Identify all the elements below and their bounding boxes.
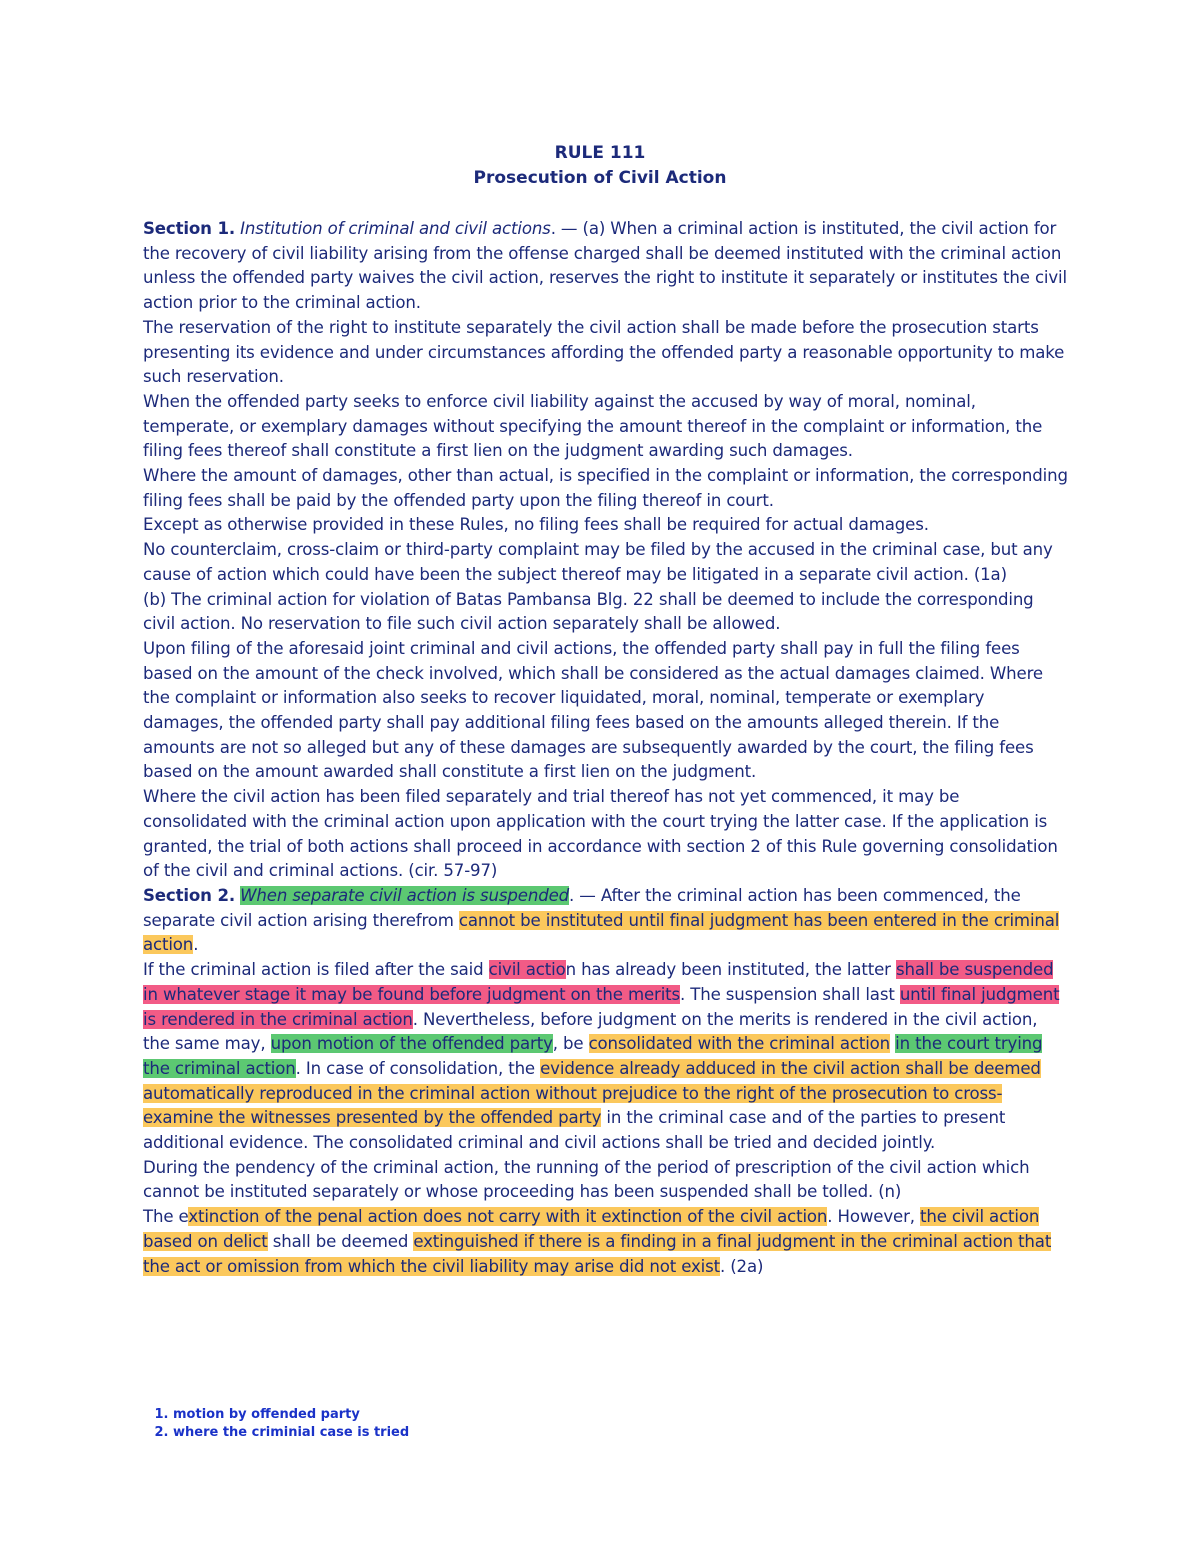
highlight: the civil action based on delict bbox=[143, 1207, 1040, 1251]
section-1-heading: Institution of criminal and civil actions bbox=[240, 219, 551, 238]
paragraph: (b) The criminal action for violation of Batas Pambansa Blg. 22 shall be deemed to include the corresponding civil action. No reservation to file such civil action separately shall be allowed. bbox=[143, 589, 1034, 634]
highlight: until final judgment is rendered in the criminal action bbox=[143, 984, 1060, 1029]
rule-number: RULE 111 bbox=[554, 143, 646, 163]
highlight: shall be suspended in whatever stage it may be found before judgment on the merits bbox=[143, 960, 1054, 1004]
highlight: upon motion of the offended party bbox=[270, 1034, 553, 1054]
paragraph: Where the amount of damages, other than actual, is specified in the complaint or information, the corresponding filing fees shall be paid by the offended party upon the filing thereof in court. bbox=[143, 466, 1068, 510]
paragraph: The extinction of the penal action does not carry with it extinction of the civil action. However, the civil action based on delict shall be deemed extinguished if there is a finding in a final judgment in the criminal action that the act or omission from which the civil liability may arise did not exist. (2a) bbox=[143, 1207, 1052, 1276]
section-2-label: Section 2. bbox=[143, 885, 236, 905]
note-item: 1. motion by offended party bbox=[173, 1406, 409, 1424]
paragraph: Where the civil action has been filed separately and trial thereof has not yet commenced, it may be consolidated with the criminal action upon application with the court trying the latter case. If the application is granted, the trial of both actions shall proceed in accordance with section 2 of this Rule governing consolidation of the civil and criminal actions. (cir. 57-97) bbox=[143, 787, 1058, 881]
section-1-label: Section 1. bbox=[143, 219, 236, 238]
annotation-notes bbox=[157, 1406, 409, 1442]
highlight: evidence already adduced in the civil action shall be deemed automatically reproduced in the criminal action without prejudice to the right of the prosecution to cross-examine the witnesses presented by the offended party bbox=[143, 1058, 1041, 1128]
highlight: extinguished if there is a finding in a final judgment in the criminal action that the act or omission from which the civil liability may arise did not exist bbox=[143, 1231, 1052, 1276]
paragraph: If the criminal action is filed after the said civil action has already been instituted, the latter shall be suspended in whatever stage it may be found before judgment on the merits. The suspension shall last until final judgment is rendered in the criminal action. Nevertheless, before judgment on the merits is rendered in the civil action, the same may, upon motion of the offended party, be consolidated with the criminal action in the court trying the criminal action. In case of consolidation, the evidence already adduced in the civil action shall be deemed automatically reproduced in the criminal action without prejudice to the right of the prosecution to cross-examine the witnesses presented by the offended party in the criminal case and of the parties to present additional evidence. The consolidated criminal and civil actions shall be tried and decided jointly. bbox=[143, 960, 1060, 1153]
highlight: xtinction of the penal action does not carry with it extinction of the civil action bbox=[188, 1207, 828, 1227]
section-2-intro: Section 2. When separate civil action is suspended. — After the criminal action has been commenced, the separate civil action arising therefrom cannot be instituted until final judgment has been entered in the criminal action. bbox=[143, 885, 1060, 955]
highlight: consolidated with the criminal action bbox=[588, 1034, 891, 1054]
highlight: cannot be instituted until final judgment has been entered in the criminal action bbox=[143, 910, 1060, 955]
paragraph: During the pendency of the criminal action, the running of the period of prescription of the civil action which cannot be instituted separately or whose proceeding has been suspended shall be tolled. (n) bbox=[143, 1157, 1030, 1202]
paragraph: Except as otherwise provided in these Rules, no filing fees shall be required for actual damages. bbox=[143, 515, 929, 535]
section-1-intro: Section 1. Institution of criminal and civil actions. — (a) When a criminal action is instituted, the civil action for the recovery of civil liability arising from the offense charged shall be deemed instituted with the criminal action unless the offended party waives the civil action, reserves the right to institute it separately or institutes the civil action prior to the criminal action. bbox=[143, 219, 1067, 313]
paragraph: The reservation of the right to institute separately the civil action shall be made before the prosecution starts presenting its evidence and under circumstances affording the offended party a reasonable opportunity to make such reservation. bbox=[143, 317, 1065, 387]
section-2-heading: When separate civil action is suspended bbox=[240, 885, 570, 905]
paragraph: No counterclaim, cross-claim or third-party complaint may be filed by the accused in the criminal case, but any cause of action which could have been the subject thereof may be litigated in a separate civil action. (1a) bbox=[143, 540, 1053, 584]
rule-title: Prosecution of Civil Action bbox=[473, 168, 727, 188]
document-body bbox=[143, 217, 1068, 1279]
paragraph: Upon filing of the aforesaid joint criminal and civil actions, the offended party shall pay in full the filing fees based on the amount of the check involved, which shall be considered as the actual damages claimed. Where the complaint or information also seeks to recover liquidated, moral, nominal, temperate or exemplary damages, the offended party shall pay additional filing fees based on the amounts alleged therein. If the amounts are not so alleged but any of these damages are subsequently awarded by the court, the filing fees based on the amount awarded shall constitute a first lien on the judgment. bbox=[143, 638, 1043, 782]
highlight: civil actio bbox=[488, 960, 566, 980]
highlight: in the court trying the criminal action bbox=[143, 1034, 1043, 1078]
note-item: 2. where the criminial case is tried bbox=[173, 1424, 409, 1442]
paragraph: When the offended party seeks to enforce civil liability against the accused by way of moral, nominal, temperate, or exemplary damages without specifying the amount thereof in the complaint or information, the filing fees thereof shall constitute a first lien on the judgment awarding such damages. bbox=[143, 391, 1043, 461]
